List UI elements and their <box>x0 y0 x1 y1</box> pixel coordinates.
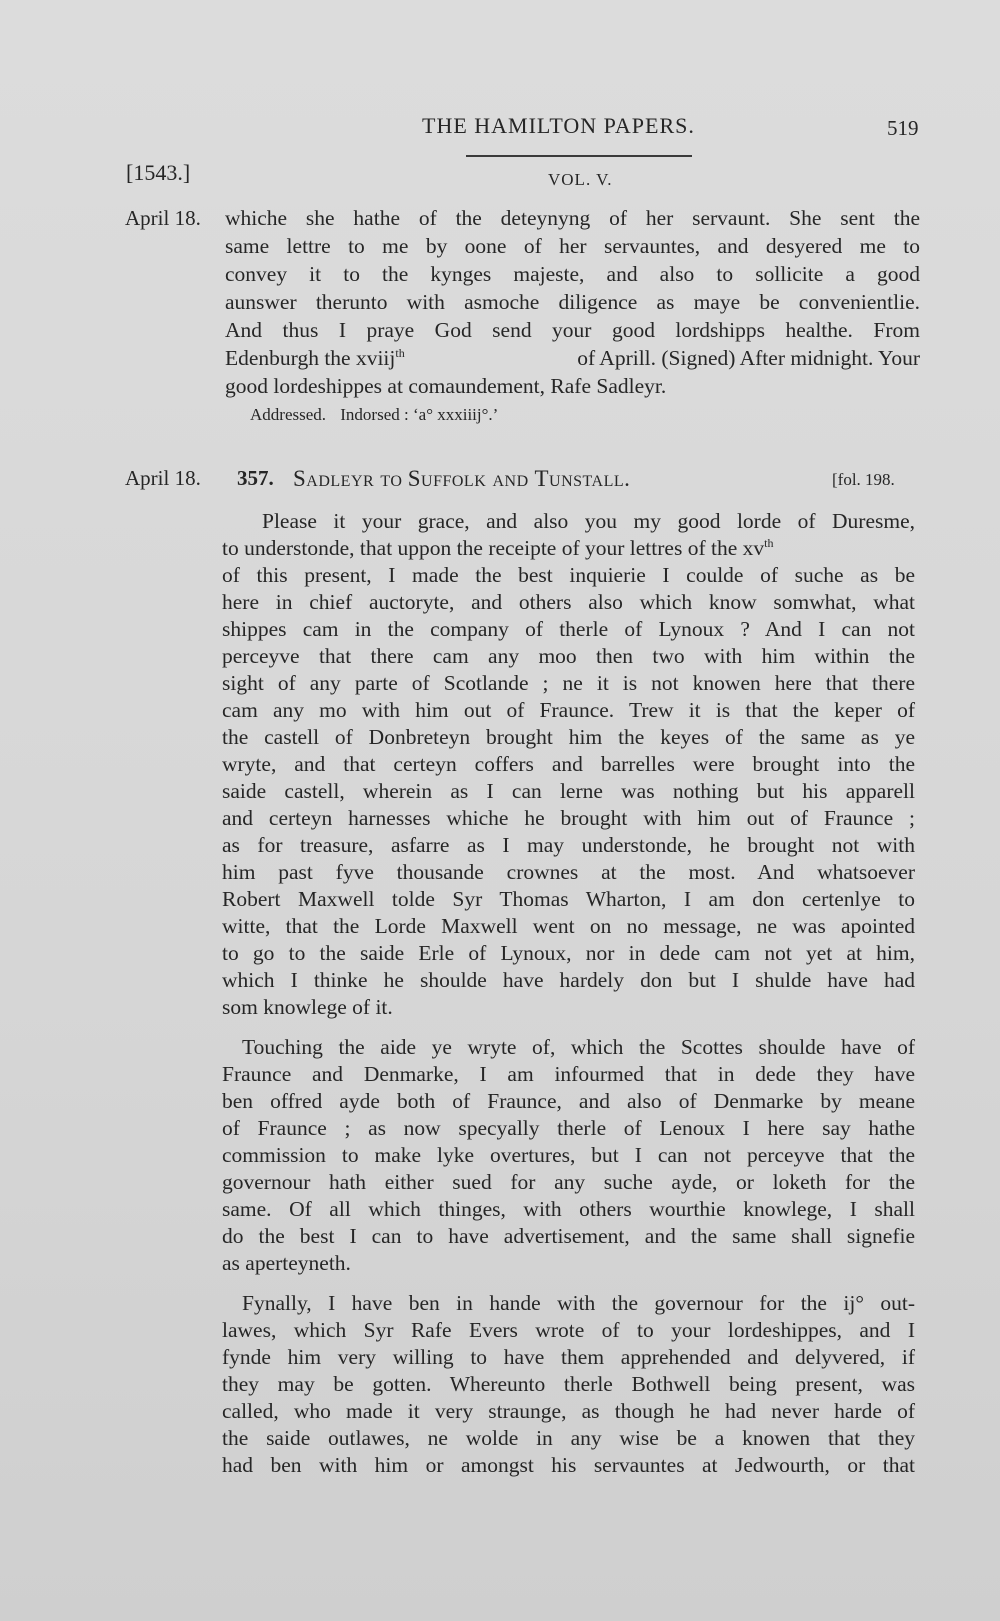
text-line: of Fraunce ; as now specyally therle of Lenoux I here say hathe <box>222 1116 915 1140</box>
entry-title-sender: Sadleyr to <box>293 466 403 491</box>
folio-reference: [fol. 198. <box>832 470 895 489</box>
year-bracket: [1543.] <box>126 160 191 185</box>
text-line: had ben with him or amongst his servauntes at Jedwourth, or that <box>222 1453 915 1477</box>
text-line: as for treasure, asfarre as I may understonde, he brought not with <box>222 833 915 857</box>
text-line: as aperteyneth. <box>222 1251 351 1275</box>
text-line: convey it to the kynges majeste, and also to sollicite a good <box>225 262 920 286</box>
text-line: cam any mo with him out of Fraunce. Trew it is that the keper of <box>222 698 915 722</box>
header-rule <box>466 155 692 157</box>
text-line: witte, that the Lorde Maxwell went on no message, ne was apointed <box>222 914 915 938</box>
text-line: Robert Maxwell tolde Syr Thomas Wharton, I am don certenlye to <box>222 887 915 911</box>
page-number: 519 <box>887 116 919 140</box>
text-line: same lettre to me by oone of her servauntes, and desyered me to <box>225 234 920 258</box>
running-title: THE HAMILTON PAPERS. <box>422 113 695 138</box>
text-line: shippes cam in the company of therle of Lynoux ? And I can not <box>222 617 915 641</box>
volume-label: VOL. V. <box>548 170 613 189</box>
entry-title <box>293 466 630 492</box>
text-line: wryte, and that certeyn coffers and barrelles were brought into the <box>222 752 915 776</box>
text-line: whiche she hathe of the deteynyng of her servaunt. She sent the <box>225 206 920 230</box>
superscript: th <box>395 345 405 360</box>
text-line: commission to make lyke overtures, but I can not perceyve that the <box>222 1143 915 1167</box>
text-line: saide castell, wherein as I can lerne was nothing but his apparell <box>222 779 915 803</box>
text-segment: of Aprill. (Signed) After midnight. Your <box>577 346 920 370</box>
text-line: which I thinke he shoulde have hardely don but I shulde have had <box>222 968 915 992</box>
text-line: Fraunce and Denmarke, I am infourmed that in dede they have <box>222 1062 915 1086</box>
text-line: Touching the aide ye wryte of, which the Scottes shoulde have of <box>242 1035 915 1059</box>
text-line: Please it your grace, and also you my good lorde of Duresme, <box>262 509 915 533</box>
text-line: same. Of all which thinges, with others wourthie knowlege, I shall <box>222 1197 915 1221</box>
text-line: perceyve that there cam any moo then two with him within the <box>222 644 915 668</box>
text-line <box>222 536 915 561</box>
text-line: aunswer therunto with asmoche diligence as maye be convenientlie. <box>225 290 920 314</box>
text-line: to go to the saide Erle of Lynoux, nor in dede cam not yet at him, <box>222 941 915 965</box>
text-line: good lordeshippes at comaundement, Rafe Sadleyr. <box>225 374 667 398</box>
text-line: Fynally, I have ben in hande with the governour for the ij° out- <box>242 1291 915 1315</box>
superscript: th <box>764 535 774 550</box>
text-line: ben offred ayde both of Fraunce, and also of Denmarke by meane <box>222 1089 915 1113</box>
entry-title-recipients: Suffolk and Tunstall. <box>407 466 631 491</box>
text-segment <box>222 536 773 561</box>
indorsed-label: Indorsed : <box>340 405 409 424</box>
text-line: they may be gotten. Whereunto therle Bothwell being present, was <box>222 1372 915 1396</box>
text-line: of this present, I made the best inquierie I coulde of suche as be <box>222 563 915 587</box>
entry-date: April 18. <box>125 466 201 490</box>
indorsed-value: ‘a° xxxiiij°.’ <box>412 405 499 424</box>
text-line: the saide outlawes, ne wolde in any wise be a knowen that they <box>222 1426 915 1450</box>
text-line: here in chief auctoryte, and others also which know somwhat, what <box>222 590 915 614</box>
margin-date: April 18. <box>125 206 201 230</box>
text-line: him past fyve thousande crownes at the most. And whatsoever <box>222 860 915 884</box>
text-line: called, who made it very straunge, as though he had never harde of <box>222 1399 915 1423</box>
text-line: do the best I can to have advertisement, and the same shall signefie <box>222 1224 915 1248</box>
text-line: som knowlege of it. <box>222 995 393 1019</box>
text-fragment: Edenburgh the xviij <box>225 346 396 370</box>
entry-number: 357. <box>237 466 274 490</box>
text-fragment: to understonde, that uppon the receipte of your lettres of the xv <box>222 536 765 560</box>
text-line: fynde him very willing to have them apprehended and delyvered, if <box>222 1345 915 1369</box>
text-line: governour hath either sued for any suche ayde, or loketh for the <box>222 1170 915 1194</box>
endorsement-note <box>250 405 498 425</box>
text-line: lawes, which Syr Rafe Evers wrote of to your lordeshippes, and I <box>222 1318 915 1342</box>
text-line <box>225 346 920 371</box>
text-segment <box>225 346 405 371</box>
text-line: and certeyn harnesses whiche he brought with him out of Fraunce ; <box>222 806 915 830</box>
text-line: the castell of Donbreteyn brought him the keyes of the same as ye <box>222 725 915 749</box>
text-line: sight of any parte of Scotlande ; ne it is not knowen here that there <box>222 671 915 695</box>
addressed-label: Addressed. <box>250 405 327 424</box>
text-line: And thus I praye God send your good lordshipps healthe. From <box>225 318 920 342</box>
